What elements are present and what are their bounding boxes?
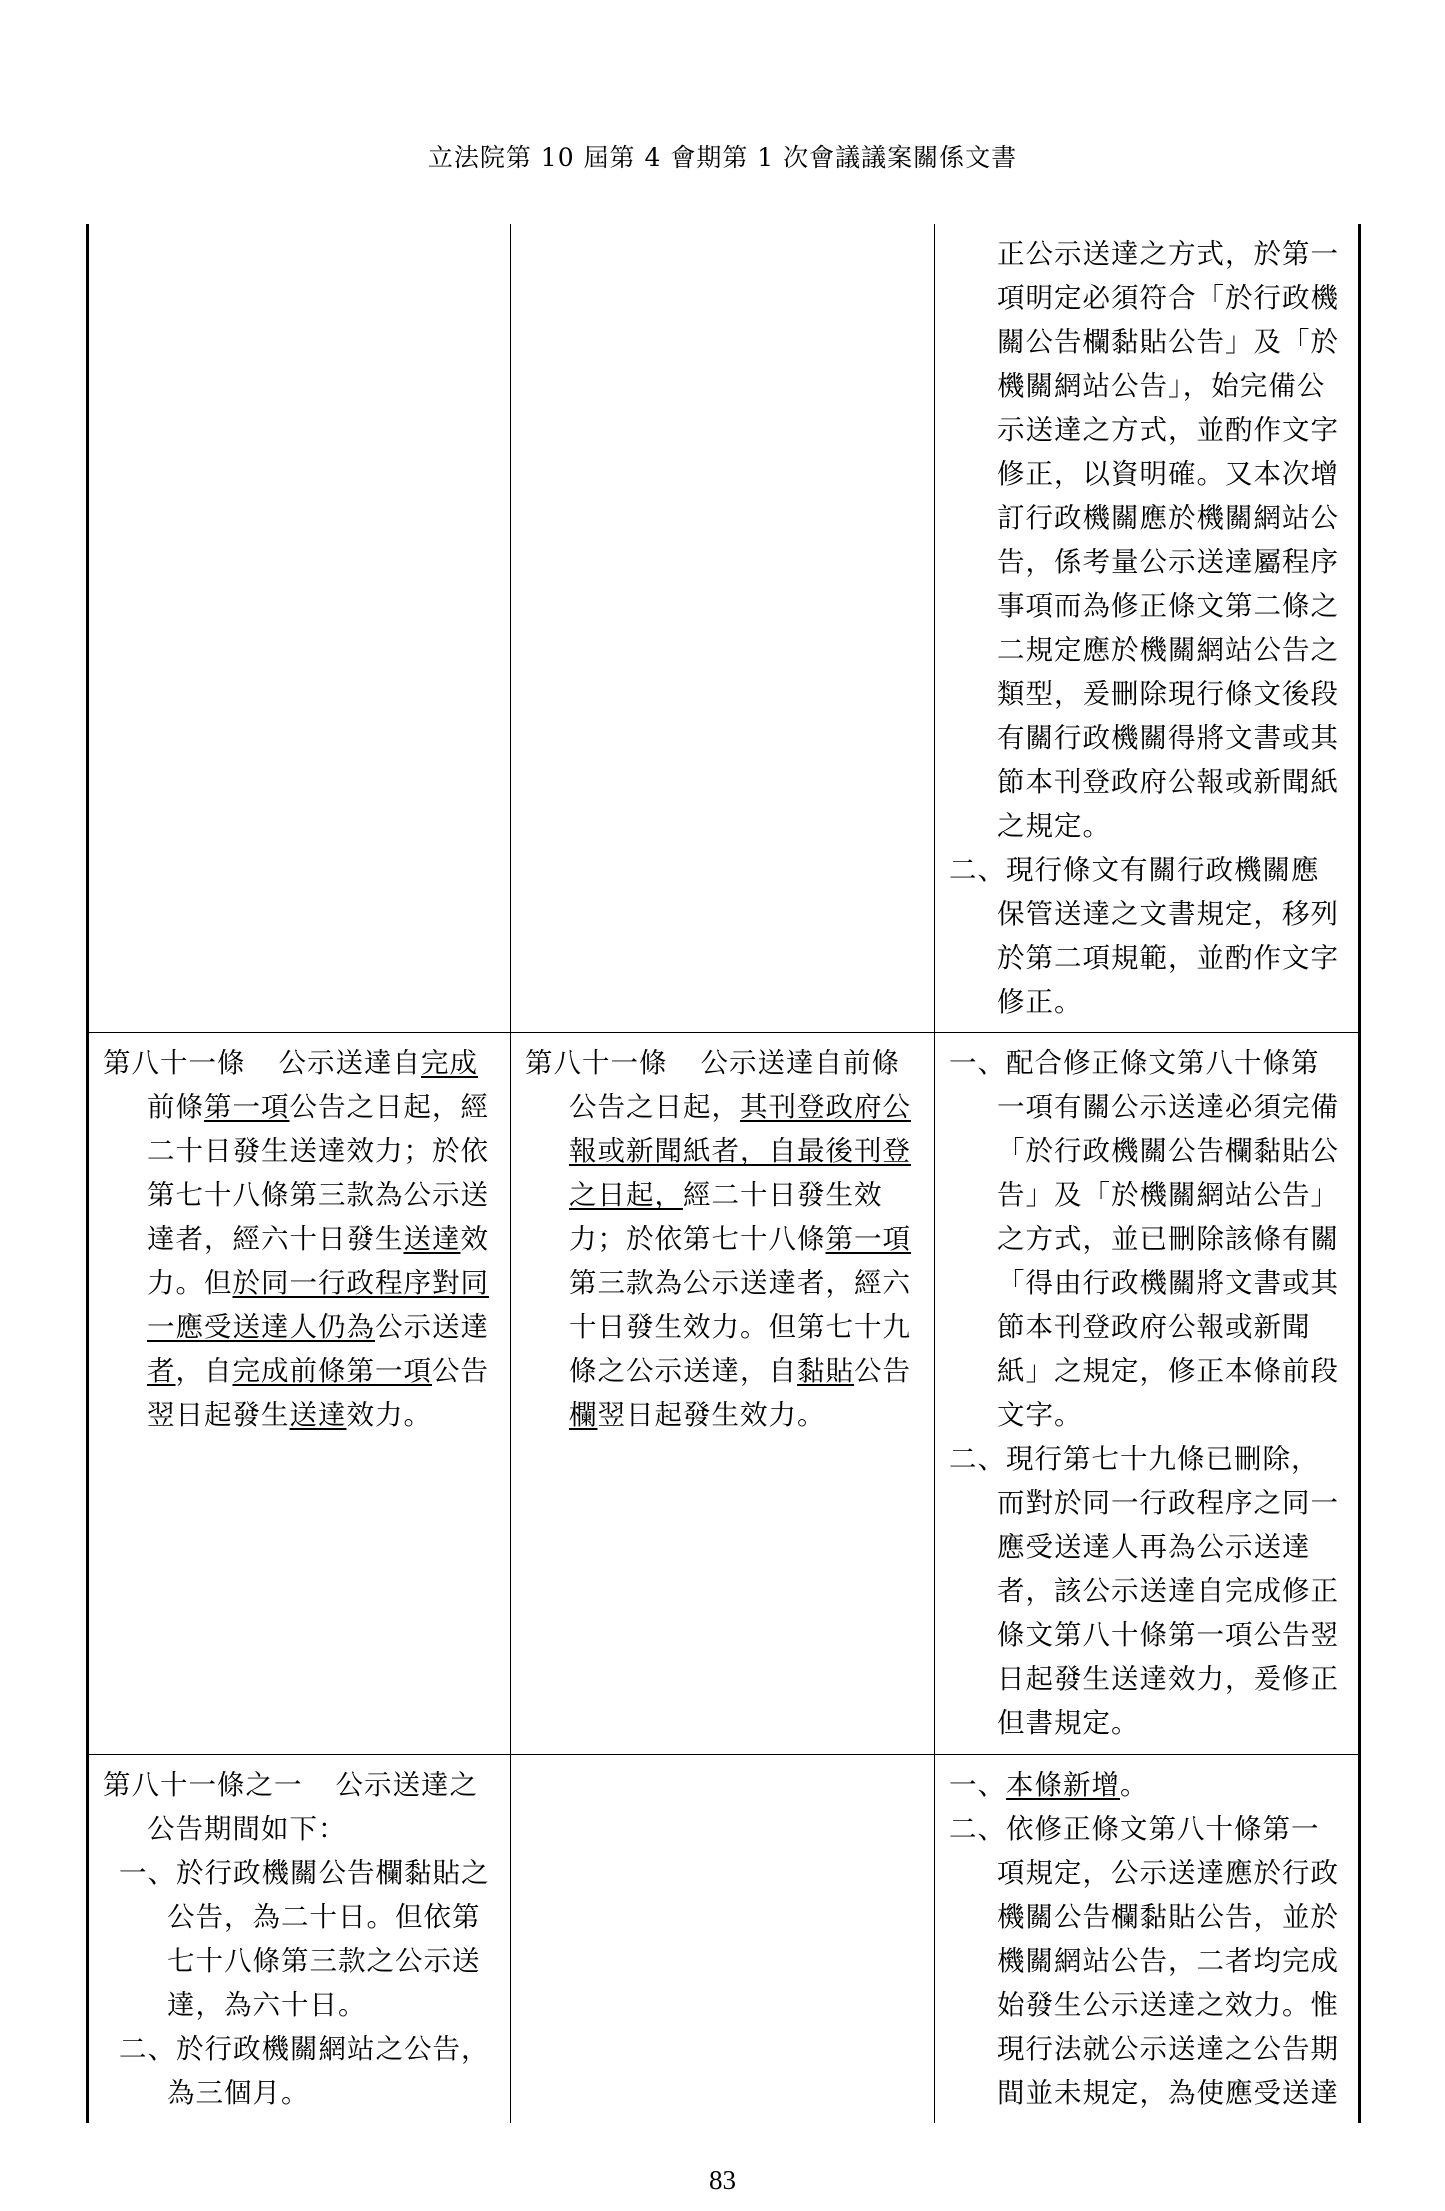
underlined-text: 者 xyxy=(147,1355,176,1387)
notes-cell xyxy=(935,1033,1360,1755)
text-segment: 翌日起發生效力。 xyxy=(597,1399,826,1431)
article-text xyxy=(103,1763,496,1851)
text-segment: 公告 xyxy=(854,1355,911,1387)
note-item: 二、依修正條文第八十條第一項規定，公示送達應於行政機關公告欄黏貼公告，並於機關網站公告，二者均完成始發生公示送達之效力。惟現行法就公示送達之公告期間並未規定，為使應受送達 xyxy=(949,1813,1339,2109)
text-segment: 前條 xyxy=(147,1091,204,1123)
article-number: 第八十一條 xyxy=(525,1047,668,1079)
text-segment: 公示送達自前條公告之日起， xyxy=(569,1047,900,1123)
underlined-text: 欄 xyxy=(569,1399,598,1431)
article-number: 第八十一條之一 xyxy=(103,1769,303,1801)
amended-cell xyxy=(88,1033,511,1755)
note-continuation: 正公示送達之方式，於第一項明定必須符合「於行政機關公告欄黏貼公告」及「於機關網站公告」，始完備公示送達之方式，並酌作文字修正，以資明確。又本次增訂行政機關應於機關網站公告，係考量公示送達屬程序事項而為修正條文第二條之二規定應於機關網站公告之類型，爰刪除現行條文後段有關行政機關得將文書或其節本刊登政府公報或新聞紙之規定。 xyxy=(997,238,1339,842)
note-item: 一、配合修正條文第八十條第一項有關公示送達必須完備「於行政機關公告欄黏貼公告」及「於機關網站公告」之方式，並已刪除該條有關「得由行政機關將文書或其節本刊登政府公報或新聞紙」之規定，修正本條前段文字。 xyxy=(949,1047,1339,1431)
underlined-text: 完成 xyxy=(421,1047,478,1079)
article-body xyxy=(147,1047,489,1431)
text-segment: 經二十日發生效力；於依第七十八條 xyxy=(569,1179,883,1255)
text-segment: 公告翌日起發生 xyxy=(147,1355,489,1431)
article-body xyxy=(569,1047,911,1431)
text-segment: 效力。但 xyxy=(147,1223,489,1299)
note-item: 一、本條新增。 xyxy=(949,1769,1149,1801)
underlined-text: 第一項 xyxy=(204,1091,290,1123)
text-segment: 效力。 xyxy=(346,1399,432,1431)
underlined-text: 黏貼 xyxy=(797,1355,854,1387)
underlined-text: 第一項 xyxy=(825,1223,911,1255)
amended-cell xyxy=(88,224,511,1033)
text-segment: 第三款為公示送達者，經六十日發生效力。但第七十九條之公示送達，自 xyxy=(569,1267,911,1387)
current-cell xyxy=(511,224,935,1033)
underlined-text: 於同一行政程序對同一應受送達人仍為 xyxy=(147,1267,489,1343)
notes-cell xyxy=(935,224,1360,1033)
underlined-text: 送達 xyxy=(403,1223,461,1255)
underlined-text: 送達 xyxy=(289,1399,347,1431)
text-segment: 公示送達 xyxy=(375,1311,489,1343)
article-intro: 公示送達之公告期間如下： xyxy=(147,1769,478,1845)
article-text xyxy=(103,1041,496,1437)
page-header: 立法院第 10 屆第 4 會期第 1 次會議議案關係文書 xyxy=(427,143,1018,172)
page-number: 83 xyxy=(709,2165,736,2195)
article-item: 二、於行政機關網站之公告，為三個月。 xyxy=(119,2033,490,2109)
amended-cell xyxy=(88,1755,511,2124)
table-row xyxy=(88,1755,1360,2124)
table-row xyxy=(88,224,1360,1033)
note-item: 二、現行第七十九條已刪除，而對於同一行政程序之同一應受送達人再為公示送達者，該公示送達自完成修正條文第八十條第一項公告翌日起發生送達效力，爰修正但書規定。 xyxy=(949,1443,1339,1739)
table-row xyxy=(88,1033,1360,1755)
text-segment: 公示送達自 xyxy=(278,1047,421,1079)
article-text xyxy=(525,1041,920,1437)
current-cell xyxy=(511,1033,935,1755)
text-segment: ，自 xyxy=(175,1355,233,1387)
article-number: 第八十一條 xyxy=(103,1047,246,1079)
text-segment: 公告之日起，經二十日發生送達效力；於依第七十八條第三款為公示送達者，經六十日發生 xyxy=(147,1091,489,1255)
underlined-text: 完成前條第一項 xyxy=(232,1355,432,1387)
note-item: 二、現行條文有關行政機關應保管送達之文書規定，移列於第二項規範，並酌作文字修正。 xyxy=(949,854,1339,1018)
current-cell xyxy=(511,1755,935,2124)
article-item: 一、於行政機關公告欄黏貼之公告，為二十日。但依第七十八條第三款之公示送達，為六十日。 xyxy=(119,1857,490,2021)
comparison-table xyxy=(86,224,1361,2123)
notes-cell xyxy=(935,1755,1360,2124)
underlined-text: 其刊登政府公報或新聞紙者，自最後刊登之日起， xyxy=(569,1091,911,1211)
